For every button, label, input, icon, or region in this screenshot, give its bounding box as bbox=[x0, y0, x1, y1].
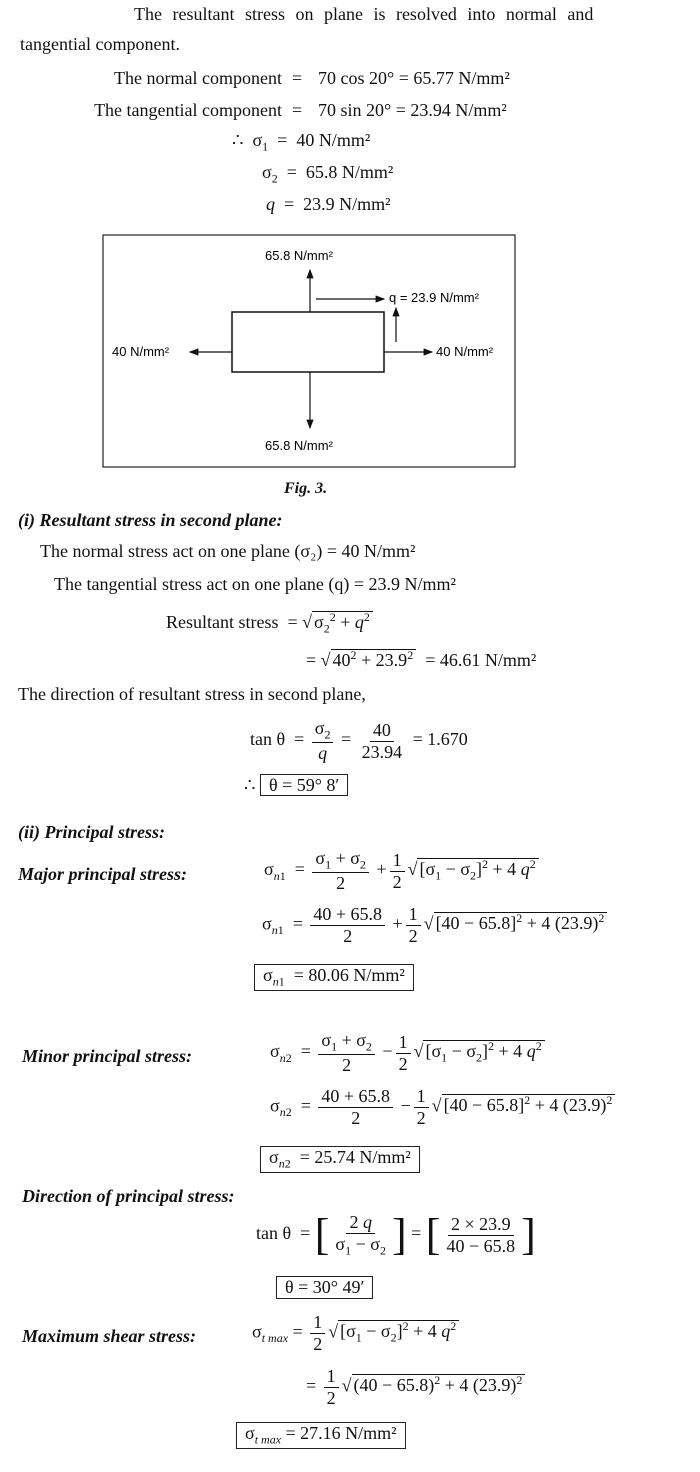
left-stress-label: 40 N/mm² bbox=[112, 344, 170, 359]
major-result: = 80.06 N/mm² bbox=[293, 965, 405, 985]
section-1-tangential-stress: The tangential stress act on one plane (q) = 23.9 N/mm² bbox=[54, 574, 456, 594]
minor-formula: $\sigma_{n2}$ = $\frac{\sigma_1 + \sigma_2}{2}$ − $\frac{1}{2}$ √ $[\sigma_1 - \sigma_2]^2 + 4$ $q^2$ bbox=[270, 1030, 545, 1076]
equals-sign: = bbox=[292, 68, 303, 88]
theta1-result: θ = 59° 8′ bbox=[260, 774, 348, 796]
sigma2-value: 65.8 N/mm² bbox=[305, 162, 394, 182]
sigma1-line: ∴ $\sigma_1 = 40$ N/mm² bbox=[232, 130, 371, 154]
bottom-stress-label: 65.8 N/mm² bbox=[265, 438, 333, 453]
direction-principal-heading: Direction of principal stress: bbox=[22, 1186, 235, 1206]
tan-theta-equation: tan θ = $\frac{\sigma_2}{q}$ = $\frac{40}{23.94}$ = 1.670 bbox=[250, 718, 468, 764]
right-stress-label: 40 N/mm² bbox=[436, 344, 494, 359]
major-formula: $\sigma_{n1}$ = $\frac{\sigma_1 + \sigma_2}{2}$ + $\frac{1}{2}$ √ $[\sigma_1 - \sigma_2]^2 + 4$ $q^2$ bbox=[264, 848, 539, 894]
resultant-formula: Resultant stress = √ $\sigma_2^2 + q^2$ bbox=[166, 610, 373, 637]
normal-component-value: 70 cos 20° = 65.77 N/mm² bbox=[318, 68, 510, 88]
major-numeric: $\sigma_{n1}$ = $\frac{40 + 65.8}{2}$ + $\frac{1}{2}$ √ $[40 - 65.8]^2 + 4$ $(23.9)^2$ bbox=[262, 904, 607, 946]
intro-line-1: The resultant stress on plane is resolved into normal and bbox=[134, 4, 594, 24]
theta2-result: θ = 30° 49′ bbox=[276, 1276, 373, 1299]
sigma2-line: $\sigma_2 = 65.8$ N/mm² bbox=[262, 162, 394, 186]
major-principal-heading: Major principal stress: bbox=[18, 864, 188, 884]
figure-caption: Fig. 3. bbox=[284, 480, 328, 497]
minor-result-box: $\sigma_{n2} = 25.74$ N/mm² bbox=[260, 1146, 420, 1173]
tan-value: = 1.670 bbox=[412, 729, 468, 750]
equals-sign: = bbox=[292, 100, 303, 120]
resultant-value: = 46.61 N/mm² bbox=[425, 650, 537, 670]
max-shear-formula: $\sigma_{t max}$ = $\frac{1}{2}$ √ $[\sigma_1 - \sigma_2]^2 + 4$ $q^2$ bbox=[252, 1312, 459, 1354]
theta1-line: ∴ θ = 59° 8′ bbox=[244, 775, 348, 796]
stress-element-rectangle bbox=[232, 312, 384, 372]
normal-component-label: The normal component bbox=[114, 68, 282, 88]
resultant-numeric: = √ $40^2 + 23.9^2 = 46.61$ N/mm² bbox=[306, 648, 537, 670]
minor-numeric: $\sigma_{n2}$ = $\frac{40 + 65.8}{2}$ − $\frac{1}{2}$ √ $[40 - 65.8]^2 + 4$ $(23.9)^2$ bbox=[270, 1086, 615, 1128]
max-shear-numeric: = $\frac{1}{2}$ √ $(40 - 65.8)^2 + 4$ $(23.9)^2$ bbox=[306, 1366, 525, 1408]
max-shear-heading: Maximum shear stress: bbox=[22, 1326, 197, 1346]
q-line: q = 23.9 N/mm² bbox=[266, 194, 391, 214]
major-result-box: $\sigma_{n1} = 80.06$ N/mm² bbox=[254, 964, 414, 991]
max-shear-result-box: $\sigma_{t max} = 27.16$ N/mm² bbox=[236, 1422, 406, 1449]
section-2-heading: (ii) Principal stress: bbox=[18, 822, 165, 842]
direction-text: The direction of resultant stress in second plane, bbox=[18, 684, 366, 704]
tangential-component-label: The tangential component bbox=[94, 100, 282, 120]
resultant-label: Resultant stress bbox=[166, 612, 279, 632]
section-1-heading: (i) Resultant stress in second plane: bbox=[18, 510, 283, 530]
shear-stress-label: q = 23.9 N/mm² bbox=[389, 290, 479, 305]
top-stress-label: 65.8 N/mm² bbox=[265, 248, 333, 263]
minor-result: = 25.74 N/mm² bbox=[299, 1147, 411, 1167]
q-value: 23.9 N/mm² bbox=[303, 194, 391, 214]
intro-line-2: tangential component. bbox=[20, 34, 180, 54]
stress-element-figure bbox=[102, 234, 516, 470]
section-1-normal-stress: The normal stress act on one plane (σ₂) = 40 N/mm² bbox=[40, 541, 416, 561]
max-shear-result: = 27.16 N/mm² bbox=[285, 1423, 397, 1443]
sigma1-value: 40 N/mm² bbox=[296, 130, 371, 150]
tangential-component-value: 70 sin 20° = 23.94 N/mm² bbox=[318, 100, 507, 120]
tan-principal-equation: tan θ = [ $\frac{2 q}{\sigma_1 - \sigma_2}$ ] = [ $\frac{2 \times 23.9}{40 - 65.8}$ ] bbox=[256, 1210, 536, 1260]
minor-principal-heading: Minor principal stress: bbox=[22, 1046, 193, 1066]
